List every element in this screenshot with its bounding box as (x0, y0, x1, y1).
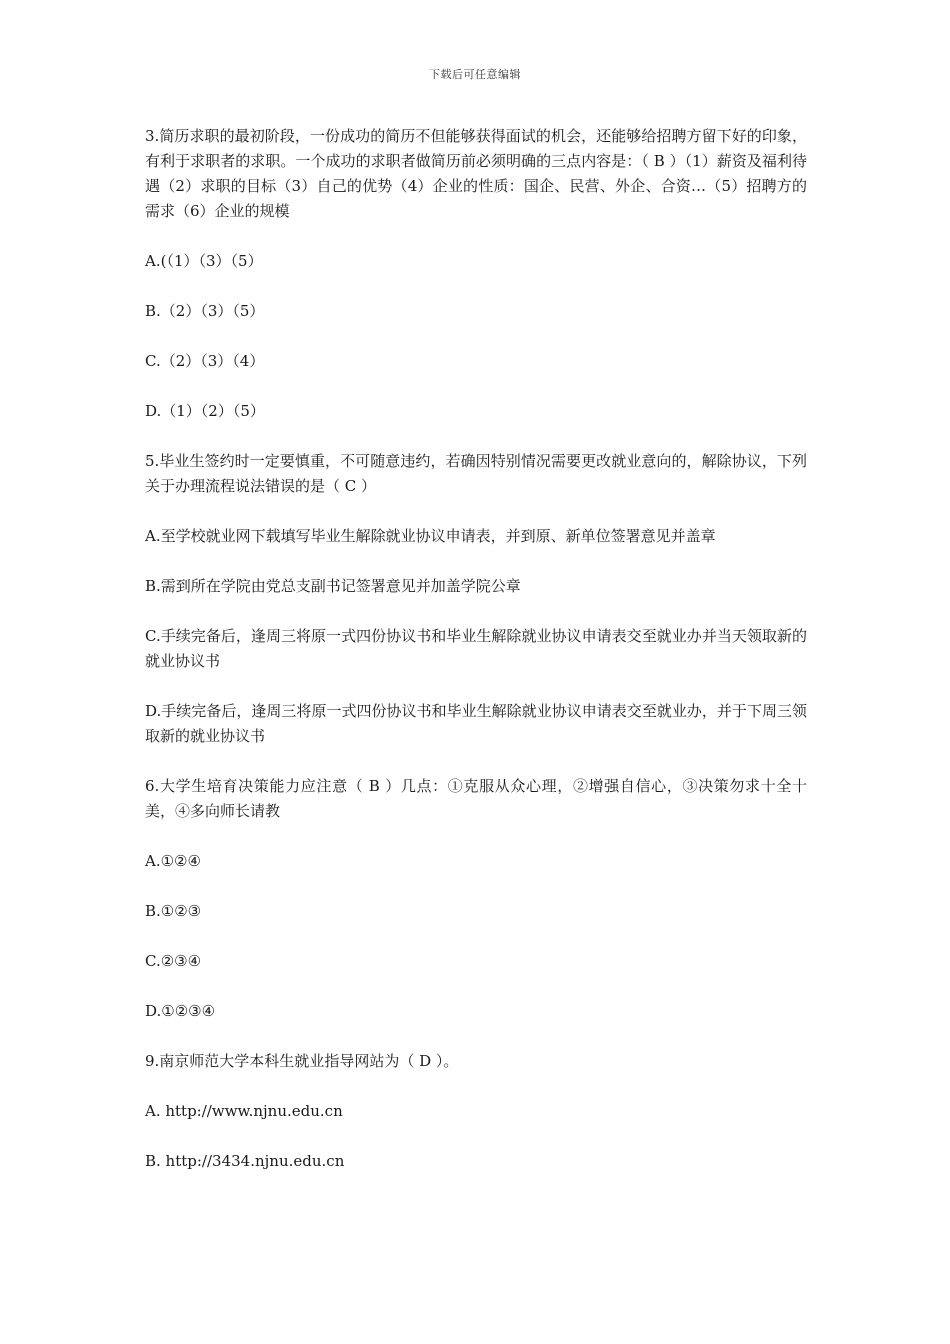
question-block (145, 124, 807, 424)
question-stem: 3.简历求职的最初阶段，一份成功的简历不但能够获得面试的机会，还能够给招聘方留下好的印象，有利于求职者的求职。一个成功的求职者做简历前必须明确的三点内容是：（ B ）（1）薪资及福利待遇（2）求职的目标（3）自己的优势（4）企业的性质：国企、民营、外企、合资…（5）招聘方的需求（6）企业的规模 (145, 127, 807, 220)
question-block (145, 774, 807, 1024)
question-block (145, 449, 807, 749)
option-b: B.（2）（3）（5） (145, 302, 265, 320)
question-stem: 6.大学生培育决策能力应注意（ B ）几点：①克服从众心理，②增强自信心，③决策勿求十全十美，④多向师长请教 (145, 777, 807, 820)
option-a: A.(（1）（3）（5） (145, 252, 263, 270)
option-b: B.需到所在学院由党总支副书记签署意见并加盖学院公章 (145, 577, 521, 595)
option-c: C.（2）（3）（4） (145, 352, 265, 370)
option-d: D.（1）（2）（5） (145, 402, 265, 420)
option-d: D.手续完备后，逢周三将原一式四份协议书和毕业生解除就业协议申请表交至就业办，并于下周三领取新的就业协议书 (145, 702, 807, 745)
question-stem: 5.毕业生签约时一定要慎重，不可随意违约，若确因特别情况需要更改就业意向的，解除协议，下列关于办理流程说法错误的是（ C ） (145, 452, 807, 495)
option-b: B.①②③ (145, 902, 202, 920)
option-c: C.②③④ (145, 952, 202, 970)
option-c: C.手续完备后，逢周三将原一式四份协议书和毕业生解除就业协议申请表交至就业办并当天领取新的就业协议书 (145, 627, 807, 670)
question-block (145, 1049, 807, 1174)
document-body (145, 124, 807, 1199)
question-stem: 9.南京师范大学本科生就业指导网站为（ D ）。 (145, 1052, 459, 1070)
option-a: A. http://www.njnu.edu.cn (145, 1102, 343, 1120)
option-d: D.①②③④ (145, 1002, 216, 1020)
option-a: A.至学校就业网下载填写毕业生解除就业协议申请表，并到原、新单位签署意见并盖章 (145, 527, 716, 545)
option-b: B. http://3434.njnu.edu.cn (145, 1152, 345, 1170)
page-header: 下载后可任意编辑 (429, 68, 521, 81)
option-a: A.①②④ (145, 852, 201, 870)
